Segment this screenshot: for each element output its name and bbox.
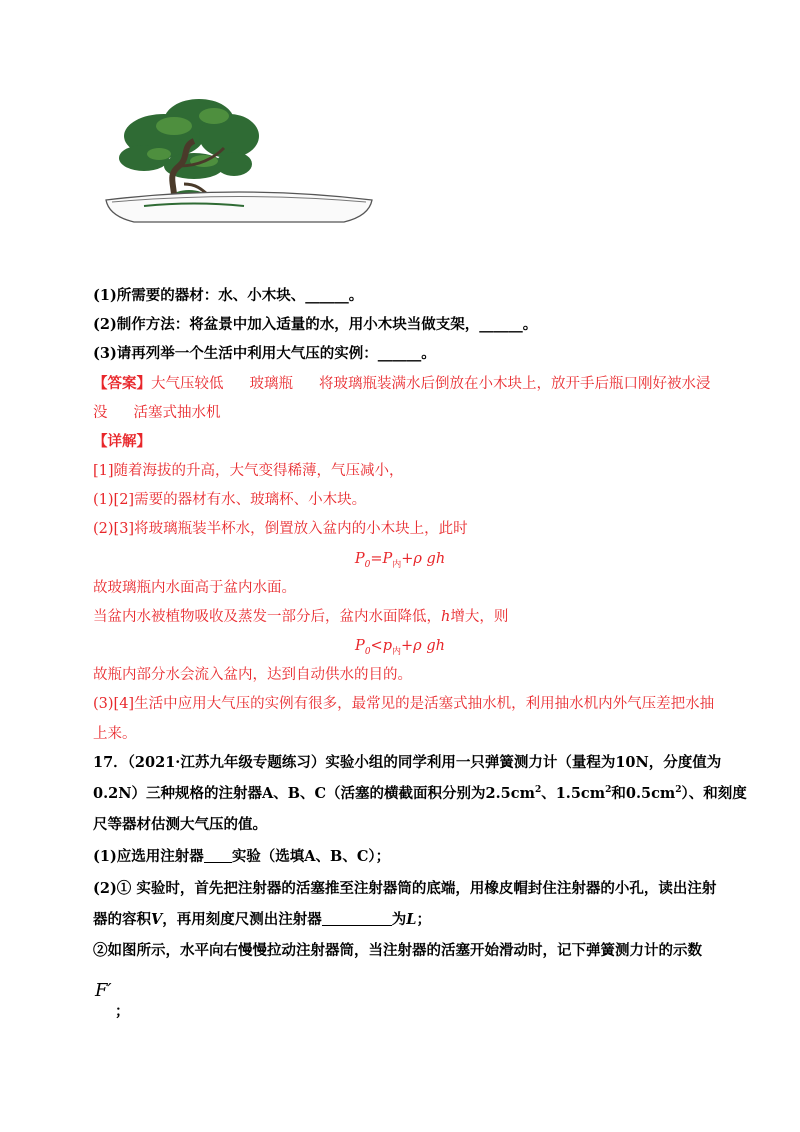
q16-item-2: (2)制作方法：将盆景中加入适量的水，用小木块当做支架，______。 xyxy=(93,316,538,333)
answer-line-1 xyxy=(93,374,711,394)
bonsai-illustration xyxy=(104,96,374,226)
q17-line-2: 0.2N）三种规格的注射器A、B、C（活塞的横截面积分别为$2.5cm^2$、$1.5cm^2$和$0.5cm^2$）、和刻度 xyxy=(93,785,747,802)
detail-line-3: (2)[3]将玻璃瓶装半杯水，倒置放入盆内的小木块上，此时 xyxy=(93,521,468,537)
answer-line-2 xyxy=(93,403,221,423)
answer-part-1: 大气压较低 xyxy=(151,376,224,392)
detail-line-8: 上来。 xyxy=(93,726,137,742)
force-symbol: F′ xyxy=(95,980,112,1001)
detail-line-5: 当盆内水被植物吸收及蒸发一部分后，盆内水面降低，h增大，则 xyxy=(93,609,509,625)
blank-1 xyxy=(204,848,232,863)
formula-1: $P_0=P_内+\rho$ gh xyxy=(354,551,446,570)
q17-line-7: ②如图所示，水平向右慢慢拉动注射器筒，当注射器的活塞开始滑动时，记下弹簧测力计的示数 xyxy=(93,942,702,959)
detail-line-6: 故瓶内部分水会流入盆内，达到自动供水的目的。 xyxy=(93,667,412,683)
detail-line-1: [1]随着海拔的升高，大气变得稀薄，气压减小， xyxy=(93,463,404,479)
q17-line-8: ； xyxy=(115,1003,130,1020)
answer-part-3: 将玻璃瓶装满水后倒放在小木块上，放开手后瓶口刚好被水浸 xyxy=(319,376,711,392)
blank-2 xyxy=(322,911,392,926)
detail-line-7: (3)[4]生活中应用大气压的实例有很多，最常见的是活塞式抽水机，利用抽水机内外气压差把水抽 xyxy=(93,696,715,712)
q17-line-6: 器的容积V，再用刻度尺测出注射器 为L； xyxy=(93,911,431,928)
q16-item-1: (1)所需要的器材：水、小木块、______。 xyxy=(93,287,364,304)
detail-tag: 【详解】 xyxy=(93,433,151,450)
q16-item-3: (3)请再列举一个生活中利用大气压的实例：______。 xyxy=(93,345,436,362)
answer-part-2: 玻璃瓶 xyxy=(249,376,293,392)
detail-line-4: 故玻璃瓶内水面高于盆内水面。 xyxy=(93,580,296,596)
q17-line-4: (1)应选用注射器 实验（选填A、B、C）； xyxy=(93,848,391,865)
answer-tag: 【答案】 xyxy=(93,375,151,392)
detail-line-2: (1)[2]需要的器材有水、玻璃杯、小木块。 xyxy=(93,492,367,508)
q17-line-1: 17．（2021·江苏九年级专题练习）实验小组的同学利用一只弹簧测力计（量程为10N，分度值为 xyxy=(93,754,722,771)
answer-part-3-cont: 没 xyxy=(93,405,108,421)
q17-line-3: 尺等器材估测大气压的值。 xyxy=(93,816,267,833)
answer-part-4: 活塞式抽水机 xyxy=(133,405,221,421)
q17-line-5: (2)① 实验时，首先把注射器的活塞推至注射器筒的底端，用橡皮帽封住注射器的小孔，读出注射 xyxy=(93,880,717,897)
formula-2: $P_0<p_内+\rho$ gh xyxy=(355,638,445,657)
